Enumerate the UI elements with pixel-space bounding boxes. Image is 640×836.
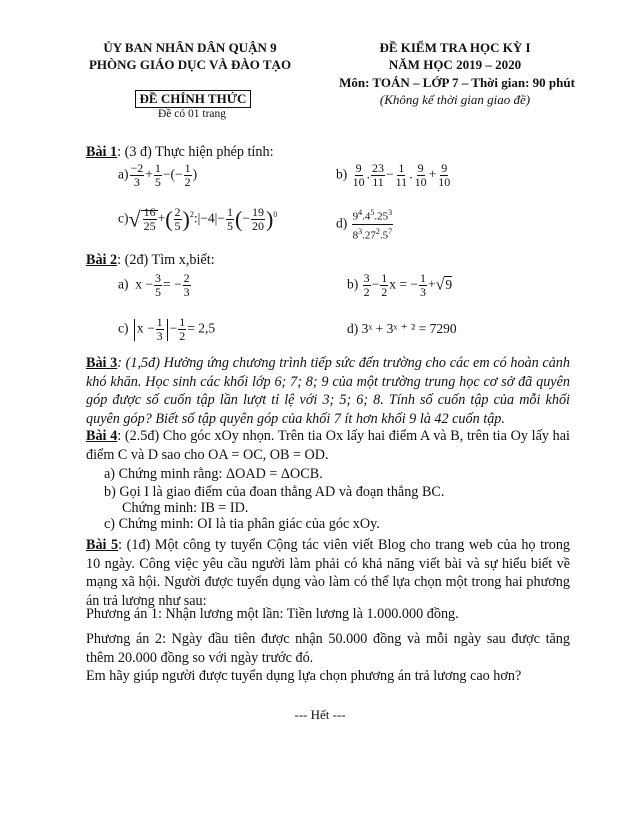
department-name: PHÒNG GIÁO DỤC VÀ ĐÀO TẠO: [88, 57, 292, 72]
page-count: Đề có 01 trang: [157, 108, 227, 120]
bai2-d: d) 3ˣ + 3ˣ ⁺ ² = 7290: [347, 321, 457, 336]
time-note: (Không kể thời gian giao đề): [379, 92, 531, 107]
bai4-c: c) Chứng minh: OI là tia phân giác của góc xOy.: [104, 516, 380, 532]
bai1-b: b) $\frac{9}{10}$ . $\frac{23}{11}$ − $\frac{1}{11}$ . $\frac{9}{10}$ + $\frac{9}{10}$: [336, 161, 451, 189]
bai2-c-label: c): [118, 320, 129, 336]
bai1-text: : (3 đ) Thực hiện phép tính:: [117, 144, 274, 160]
bai1-a-label: a): [118, 166, 129, 182]
bai4-paragraph: [86, 427, 570, 464]
official-label: ĐỀ CHÍNH THỨC: [139, 91, 247, 106]
district-name: ỦY BAN NHÂN DÂN QUẬN 9: [103, 40, 277, 55]
exam-title: ĐỀ KIỂM TRA HỌC KỲ I: [379, 40, 531, 55]
bai5-option2: Phương án 2: Ngày đầu tiên được nhận 50.000 đồng và mỗi ngày sau được tăng thêm 20.000 đồng so với ngày trước đó.: [86, 631, 570, 666]
end-marker: --- Hết ---: [294, 707, 346, 722]
bai1-d-label: d): [336, 215, 348, 231]
bai5-paragraph: [86, 536, 570, 610]
bai1-heading: [86, 143, 274, 162]
bai3-text: : (1,5đ) Hưởng ứng chương trình tiếp sức đến trường cho các em có hoàn cảnh khó khăn. Học sinh các khối lớp 6; 7; 8; 9 của một trường trung học cơ sở đã quyên góp được số cuốn tập lần lượt tỉ lệ với 3; 5; 6; 8. Tính số cuốn tập của mỗi khối quyên góp? Biết số tập quyên góp của khối 7 ít hơn khối 9 là 42 cuốn tập.: [86, 355, 570, 427]
bai2-b-label: b): [347, 276, 359, 292]
bai2-a-label: a): [118, 276, 129, 292]
bai5-label: Bài 5: [86, 537, 119, 553]
bai4-label: Bài 4: [86, 428, 118, 444]
bai2-text: : (2đ) Tìm x,biết:: [117, 252, 215, 268]
bai4-a: a) Chứng minh rằng: ΔOAD = ΔOCB.: [104, 466, 323, 482]
bai2-a: a) x − $\frac{3}{5}$ = − $\frac{2}{3}$: [118, 271, 190, 299]
bai4-b: b) Gọi I là giao điểm của đoan thẳng AD và đoạn thẳng BC.: [104, 484, 445, 500]
bai1-a: a) $\frac{-2}{3}$ + $\frac{1}{5}$ −(− $\frac{1}{2}$ ): [118, 161, 198, 189]
bai1-c-label: c): [118, 210, 129, 226]
bai5-question: Em hãy giúp người được tuyển dụng lựa chọn phương án trả lương cao hơn?: [86, 668, 522, 684]
bai4-text: : (2.5đ) Cho góc xOy nhọn. Trên tia Ox lấy hai điểm A và B, trên tia Oy lấy hai điểm C và D sao cho OA = OC, OB = OD.: [86, 428, 570, 463]
bai2-heading: [86, 251, 215, 270]
bai5-text: : (1đ) Một công ty tuyển Cộng tác viên viết Blog cho trang web của họ trong 10 ngày. Công việc yêu cầu người làm phải có khả năng viết bài và sự hiểu biết về mạng xã hội. Người được tuyển dụng vào làm có thể lựa chọn một trong hai phương án trả lương như sau:: [86, 537, 571, 609]
bai5-option1: Phương án 1: Nhận lương một lần: Tiền lương là 1.000.000 đồng.: [86, 606, 459, 622]
bai2-label: Bài 2: [86, 252, 118, 268]
bai2-c: c) x − $\frac{1}{3}$ − $\frac{1}{2}$ = 2,5: [118, 315, 216, 343]
bai1-c: c)√ $\frac{16}{25}$ +( $\frac{2}{5}$ )$^2$:|−4|− $\frac{1}{5}$ (− $\frac{19}{20}$ )$^0$: [118, 205, 278, 233]
bai1-b-label: b): [336, 166, 348, 182]
bai1-d: d) $\frac{9^4.4^5.25^3}{8^3.27^2.5^7}$: [336, 208, 393, 242]
school-year: NĂM HỌC 2019 – 2020: [388, 57, 522, 72]
bai4-b2: Chứng minh: IB = ID.: [122, 500, 249, 516]
official-badge: [135, 90, 251, 108]
subject-line: Môn: TOÁN – LỚP 7 – Thời gian: 90 phút: [339, 75, 575, 90]
bai3-label: Bài 3: [86, 355, 118, 371]
bai3-paragraph: [86, 354, 570, 428]
bai1-label: Bài 1: [86, 144, 118, 160]
bai2-b: b) $\frac{3}{2}$ − $\frac{1}{2}$ x = − $\frac{1}{3}$ +√9: [347, 271, 453, 299]
